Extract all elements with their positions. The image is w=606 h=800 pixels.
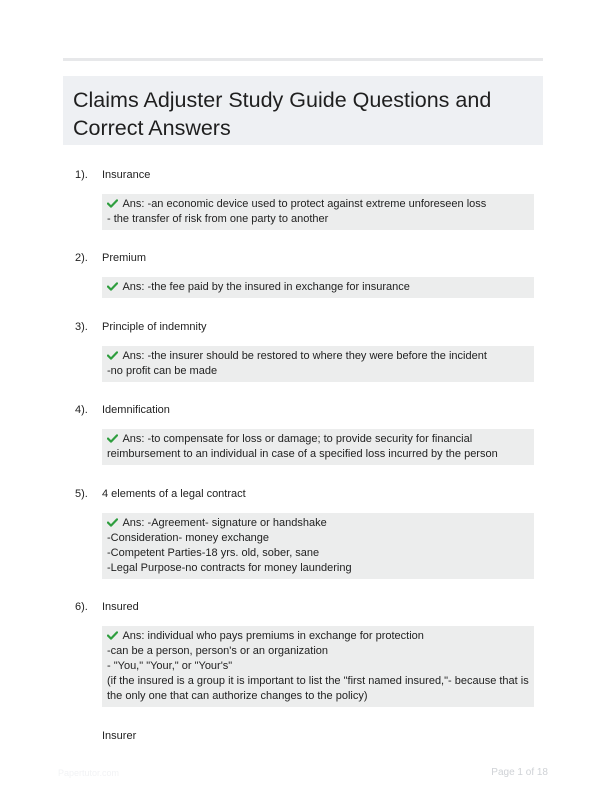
answer-line: -can be a person, person's or an organization (107, 645, 329, 657)
answer-box (102, 346, 534, 382)
answer-line: -the fee paid by the insured in exchange for insurance (147, 281, 410, 293)
answer-box (102, 429, 534, 465)
question-number: 1). (75, 169, 88, 181)
answer-line: -to compensate for loss or damage; to provide security for financial (147, 433, 473, 445)
question-text: Insured (102, 601, 139, 613)
answer-line: -an economic device used to protect against extreme unforeseen loss (147, 198, 487, 210)
answer-prefix: Ans: (122, 433, 145, 445)
answer-line: -no profit can be made (107, 365, 218, 377)
answer-line: (if the insured is a group it is important to list the "first named insured,"- because that is (107, 675, 529, 687)
document-title: Claims Adjuster Study Guide Questions and Correct Answers (73, 88, 492, 140)
question-text: Principle of indemnity (102, 321, 207, 333)
check-icon (107, 434, 118, 443)
footer-watermark: Papertutor.com (58, 768, 120, 778)
question-number: 6). (75, 601, 88, 613)
answer-prefix: Ans: (122, 517, 145, 529)
question-text: 4 elements of a legal contract (102, 488, 246, 500)
check-icon (107, 518, 118, 527)
page-indicator: Page 1 of 18 (491, 767, 548, 778)
question-number: 2). (75, 252, 88, 264)
check-icon (107, 199, 118, 208)
question-text: Idemnification (102, 404, 170, 416)
answer-line: -the insurer should be restored to where they were before the incident (147, 350, 487, 362)
question-text: Insurance (102, 169, 151, 181)
answer-line: individual who pays premiums in exchange for protection (147, 630, 424, 642)
answer-line: - the transfer of risk from one party to another (107, 213, 329, 225)
answer-box (102, 513, 534, 579)
answer-line: - "You," "Your," or "Your's" (107, 660, 233, 672)
answer-line: -Consideration- money exchange (107, 532, 270, 544)
answer-prefix: Ans: (122, 198, 145, 210)
answer-prefix: Ans: (122, 350, 145, 362)
question-number: 4). (75, 404, 88, 416)
answer-box (102, 277, 534, 298)
top-divider (63, 58, 543, 61)
title-banner (63, 76, 543, 145)
answer-line: the only one that can authorize changes to the policy) (107, 690, 368, 702)
answer-box (102, 194, 534, 230)
question-number: 5). (75, 488, 88, 500)
question-number: 3). (75, 321, 88, 333)
answer-prefix: Ans: (122, 281, 145, 293)
question-text: Premium (102, 252, 147, 264)
answer-box (102, 626, 534, 707)
answer-prefix: Ans: (122, 630, 145, 642)
answer-line: -Competent Parties-18 yrs. old, sober, sane (107, 547, 320, 559)
answer-line: -Legal Purpose-no contracts for money laundering (107, 562, 352, 574)
answer-line: -Agreement- signature or handshake (147, 517, 327, 529)
check-icon (107, 282, 118, 291)
check-icon (107, 631, 118, 640)
question-text: Insurer (102, 730, 137, 742)
check-icon (107, 351, 118, 360)
answer-line: reimbursement to an individual in case of a specified loss incurred by the person (107, 448, 498, 460)
